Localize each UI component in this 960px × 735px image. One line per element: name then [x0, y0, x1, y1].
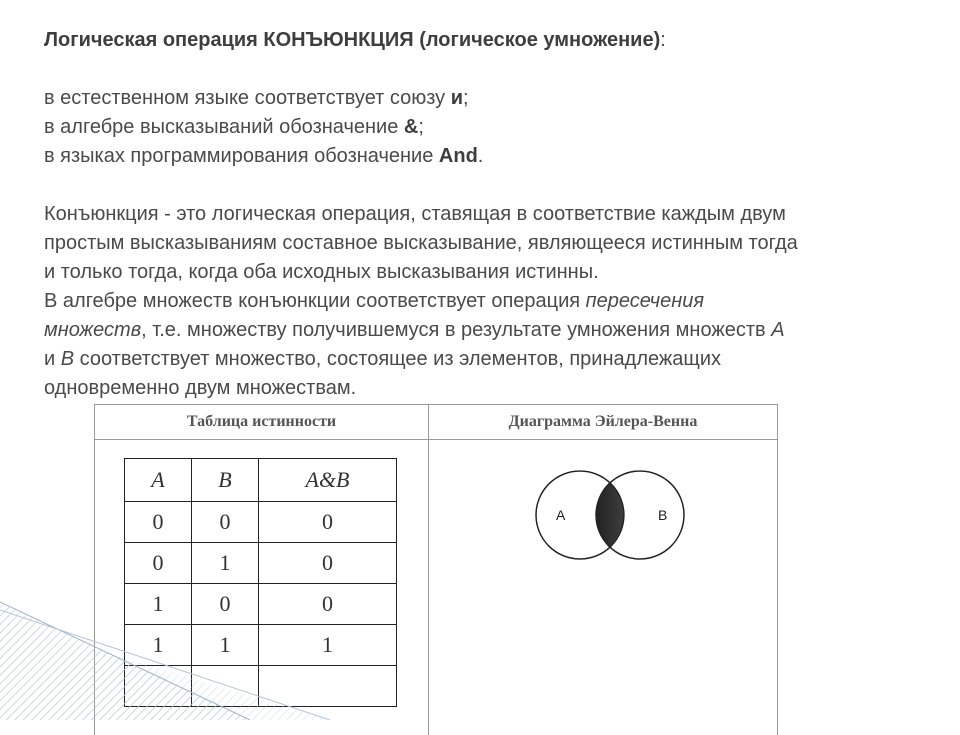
- sets-line: [44, 287, 954, 316]
- bullet-line: [44, 84, 954, 113]
- sets-text: В алгебре множеств конъюнкции соответствует операция: [44, 290, 586, 312]
- table-cell: 0: [192, 502, 259, 543]
- bullet-mark: и: [450, 87, 464, 109]
- bullet-end: .: [477, 145, 484, 167]
- venn-diagram: [530, 460, 690, 570]
- sets-text: и: [44, 348, 61, 370]
- truth-table-header-row: [125, 459, 397, 502]
- bullet-end: ;: [418, 116, 424, 138]
- table-cell: 1: [192, 543, 259, 584]
- venn-label-b: B: [658, 507, 668, 523]
- table-cell: 0: [259, 584, 397, 625]
- set-b-label: В: [60, 348, 75, 370]
- bullet-mark: &: [403, 116, 419, 138]
- title-paren: (логическое умножение): [413, 29, 661, 51]
- bullet-text: в естественном языке соответствует союзу: [44, 87, 451, 109]
- column-header-b: B: [192, 459, 259, 502]
- definition-line: простым высказываниям составное высказывание, являющееся истинным тогда: [44, 232, 798, 254]
- spacer: [44, 55, 954, 84]
- decorative-stripes: [0, 590, 960, 720]
- slide-title: [44, 26, 954, 55]
- definition-line: Конъюнкция - это логическая операция, ставящая в соответствие каждым двум: [44, 203, 786, 225]
- text-block: [44, 26, 954, 403]
- sets-line: [44, 316, 954, 345]
- table-row: [125, 543, 397, 584]
- sets-text: соответствует множество, состоящее из элементов, принадлежащих: [74, 348, 722, 370]
- bullet-mark: And: [438, 145, 478, 167]
- bullet-text: в алгебре высказываний обозначение: [44, 116, 404, 138]
- bullet-text: в языках программирования обозначение: [44, 145, 439, 167]
- sets-text: , т.е. множеству получившемуся в результате умножения множеств: [141, 319, 772, 341]
- venn-label-a: A: [556, 507, 566, 523]
- table-cell: 0: [125, 543, 192, 584]
- table-cell: 1: [125, 625, 192, 666]
- table-row: [125, 502, 397, 543]
- title-prefix: Логическая операция: [44, 29, 264, 51]
- bullet-line: [44, 113, 954, 142]
- table-cell: 0: [259, 502, 397, 543]
- table-cell: 1: [192, 625, 259, 666]
- bullet-end: ;: [463, 87, 469, 109]
- column-header-a: A: [125, 459, 192, 502]
- truth-table-header: Таблица истинности: [186, 413, 337, 430]
- definition-line: и только тогда, когда оба исходных высказывания истинны.: [44, 261, 599, 283]
- venn-diagram-header: Диаграмма Эйлера-Венна: [508, 413, 698, 430]
- table-cell: 1: [259, 625, 397, 666]
- set-a-label: А: [771, 319, 785, 341]
- title-term: КОНЪЮНКЦИЯ: [263, 29, 414, 51]
- sets-line: одновременно двум множествам.: [44, 377, 357, 399]
- bullet-line: [44, 142, 954, 171]
- spacer: [44, 171, 954, 200]
- sets-italic: пересечения: [585, 290, 705, 312]
- title-suffix: :: [660, 29, 666, 51]
- table-cell: 1: [125, 584, 192, 625]
- table-cell: 0: [192, 584, 259, 625]
- sets-italic: множеств: [44, 319, 142, 341]
- table-cell: 0: [259, 543, 397, 584]
- column-header-a-and-b: A&B: [259, 459, 397, 502]
- table-cell: 0: [125, 502, 192, 543]
- sets-line: [44, 345, 954, 374]
